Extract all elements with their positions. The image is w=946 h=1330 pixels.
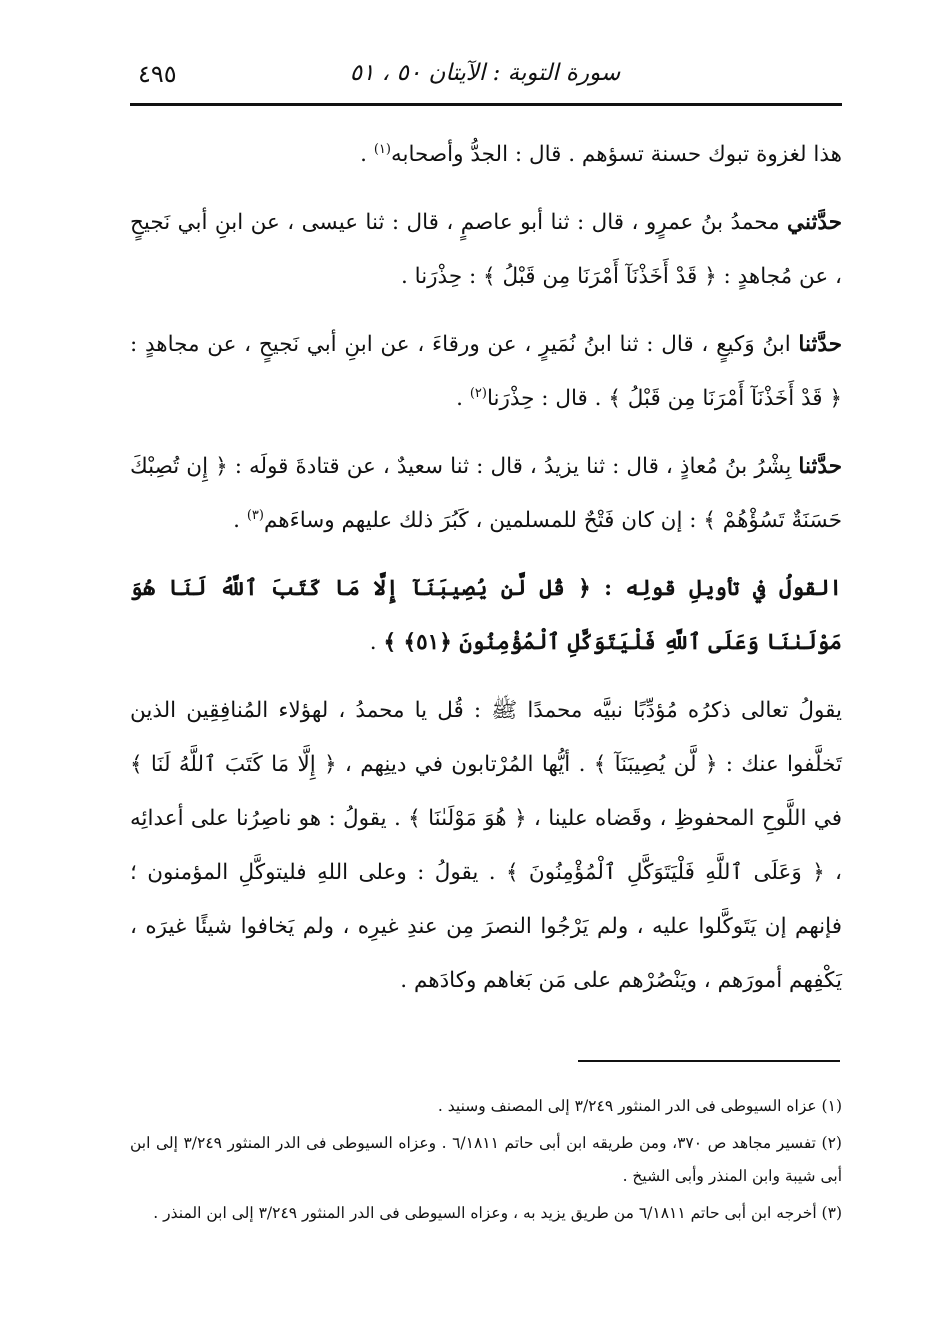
footnote-marker: (٣) xyxy=(246,507,264,523)
paragraph xyxy=(130,128,842,182)
section-heading: القولُ في تأويلِ قولِه : xyxy=(604,576,842,601)
footnote: (١) عزاه السيوطى فى الدر المنثور ٣/٢٤٩ إلى المصنف وسنيد . xyxy=(437,1097,842,1115)
paragraph-lead: حدَّثنا xyxy=(798,454,842,479)
header-rule xyxy=(130,103,842,106)
paragraph-lead: حدَّثنا xyxy=(798,332,842,357)
footnote: (٢) تفسير مجاهد ص ٣٧٠، ومن طريقه ابن أبى حاتم ٦/١٨١١ . وعزاه السيوطى فى الدر المنثور ٣/٢٤٩ إلى ابن أبى شيبة وابن المنذر وأبى الشيخ . xyxy=(130,1134,842,1185)
paragraph-text: ابنُ وَكيعٍ ، قال : ثنا ابنُ نُمَيرٍ ، عن ورقاءَ ، عن ابنِ أبي نَجيحٍ ، عن مجاهدٍ : ﴿ قَدْ أَخَذْنَآ أَمْرَنَا مِن قَبْلُ ﴾ . قال : حِذْرَنا xyxy=(130,332,842,411)
paragraph-text: بِشْرُ بنُ مُعاذٍ ، قال : ثنا يزيدُ ، قال : ثنا سعيدٌ ، عن قتادةَ قولَه : ﴿ إِن تُصِبْكَ حَسَنَةٌ تَسُؤْهُمْ ﴾ : إن كان فَتْحٌ للمسلمين ، كَبُرَ ذلك عليهم وساءَهم xyxy=(130,454,842,533)
paragraph xyxy=(130,440,842,548)
footnote-marker: (١) xyxy=(373,141,391,157)
footnotes xyxy=(130,1090,842,1234)
footnote: (٣) أخرجه ابن أبى حاتم ٦/١٨١١ من طريق يزيد به ، وعزاه السيوطى فى الدر المنثور ٣/٢٤٩ إلى ابن المنذر . xyxy=(153,1204,842,1222)
page-number: ٤٩٥ xyxy=(138,60,177,88)
paragraph-tail: . xyxy=(400,968,414,993)
paragraph-tail: . xyxy=(360,142,374,167)
paragraph xyxy=(130,318,842,426)
page-header xyxy=(130,56,840,96)
footnote-rule xyxy=(578,1060,840,1062)
running-title: سورة التوبة : الآيتان ٥٠ ، ٥١ xyxy=(349,60,621,86)
paragraph-tail: . xyxy=(369,630,384,655)
paragraph-tail: . xyxy=(400,264,415,289)
paragraph-tail: . xyxy=(456,386,470,411)
quran-verse: ﴿ قُل لَّن يُصِيبَنَآ إِلَّا مَا كَتَبَ ٱللَّهُ لَنَا هُوَ مَوْلَىٰنَا وَعَلَى ٱللَّهِ فَلْيَتَوَكَّلِ ٱلْمُؤْمِنُونَ ﴿٥١﴾ ﴾ xyxy=(130,576,842,655)
paragraph xyxy=(130,562,842,670)
paragraph xyxy=(130,196,842,304)
paragraph-text: محمدُ بنُ عمرٍو ، قال : ثنا أبو عاصمٍ ، قال : ثنا عيسى ، عن ابنِ أبي نَجيحٍ ، عن مُجاهدٍ : ﴿ قَدْ أَخَذْنَآ أَمْرَنَا مِن قَبْلُ ﴾ : حِذْرَنا xyxy=(130,210,842,289)
paragraph-lead: حدَّثني xyxy=(787,210,842,235)
paragraph xyxy=(130,684,842,1008)
main-text xyxy=(130,128,842,1022)
footnote-marker: (٢) xyxy=(469,385,487,401)
paragraph-text: يقولُ تعالى ذكرُه مُؤدِّبًا نبيَّه محمدًا ﷺ : قُل يا محمدُ ، لهؤلاء المُنافِقِين الذين تَخلَّفوا عنك : ﴿ لَّن يُصِيبَنَآ ﴾ . أيُّها المُرْتابون في دينِهم ، ﴿ إِلَّا مَا كَتَبَ ٱللَّهُ لَنَا ﴾ في اللَّوحِ المحفوظِ ، وقَضاه علينا ، ﴿ هُوَ مَوْلَىٰنَا ﴾ . يقولُ : هو ناصِرُنا على أعدائِه ، ﴿ وَعَلَى ٱللَّهِ فَلْيَتَوَكَّلِ ٱلْمُؤْمِنُونَ ﴾ . يقولُ : وعلى اللهِ فليتوكَّلِ المؤمنون ؛ فإنهم إن يَتَوكَّلوا عليه ، ولم يَرْجُوا النصرَ مِن عندِ غيرِه ، ولم يَخافوا شيئًا غيرَه ، يَكْفِهم أمورَهم ، ويَنْصُرْهم على مَن بَغاهم وكادَهم xyxy=(130,698,842,993)
paragraph-tail: . xyxy=(233,508,247,533)
paragraph-text: هذا لغزوة تبوك حسنة تسؤهم . قال : الجدُّ وأصحابه xyxy=(390,142,842,167)
